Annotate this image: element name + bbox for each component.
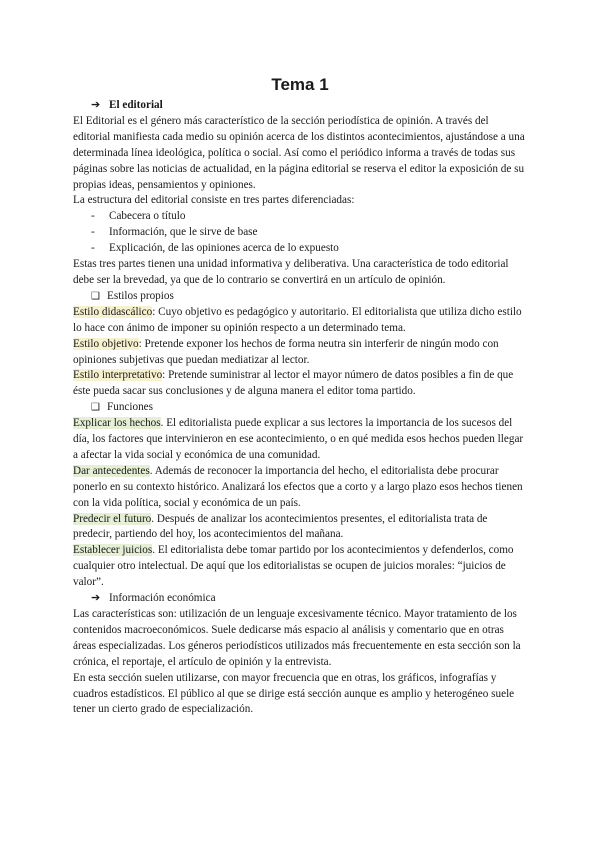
section-heading-editorial: ➔ El editorial	[73, 98, 527, 114]
paragraph-characteristics: Las características son: utilización de un lenguaje excesivamente técnico. Mayor tratamiento de los contenidos macroeconómicos. Suele dedicarse más espacio al análisis y comentario que en otras áreas especializadas. Los géneros periodísticos utilizados más frecuentemente en esta sección son la crónica, el reportaje, el artículo de opinión y la entrevista.	[73, 608, 521, 668]
list-item: - Explicación, de las opiniones acerca de lo expuesto	[91, 242, 339, 255]
highlight-term: Estilo didascálico	[73, 305, 153, 318]
highlight-term: Dar antecedentes	[73, 464, 150, 477]
paragraph-graphics: En esta sección suelen utilizarse, con mayor frecuencia que en otras, los gráficos, infografías y cuadros estadísticos. El público al que se dirige está sección aunque es amplio y heterogéneo suele tener un cierto grado de especialización.	[73, 671, 515, 716]
estilo-item: Estilo didascálico: Cuyo objetivo es pedagógico y autoritario. El editorialista que utiliza dicho estilo lo hace con ánimo de imponer su opinión respecto a un determinado tema.	[73, 305, 522, 334]
parts-list	[73, 209, 527, 257]
funcion-item: Explicar los hechos. El editorialista puede explicar a sus lectores la importancia de los sucesos del día, los factores que intervinieron en ese acontecimiento, o en qué medida esos hechos pueden llegar a afectar la vida social y económica de una comunidad.	[73, 417, 524, 461]
section-heading-economica: ➔ Información económica	[73, 591, 527, 607]
paragraph-brevity: Estas tres partes tienen una unidad informativa y deliberativa. Una característica de todo editorial debe ser la brevedad, ya que de lo contrario se convertirá en un artículo de opinión.	[73, 258, 509, 286]
highlight-term: Explicar los hechos	[73, 417, 161, 430]
checkbox-bullet-icon: ❑	[91, 290, 100, 302]
arrow-icon: ➔	[91, 99, 101, 111]
paragraph-structure: La estructura del editorial consiste en tres partes diferenciadas:	[73, 194, 355, 207]
funcion-item: Establecer juicios. El editorialista debe tomar partido por los acontecimientos y defenderlos, como cualquier otro intelectual. De aquí que los editorialistas se ocupen de juicios morales: “juicios de valor”.	[73, 544, 514, 589]
funcion-item: Dar antecedentes. Además de reconocer la importancia del hecho, el editorialista debe procurar ponerlo en su contexto histórico. Analizará los efectos que a corto y a largo plazo esos hechos tienen con la vida política, social y económica de un país.	[73, 464, 523, 509]
document-content	[73, 74, 527, 718]
funcion-item: Predecir el futuro. Después de analizar los acontecimientos presentes, el editorialista trata de predecir, partiendo del hoy, los acontecimientos del mañana.	[73, 512, 488, 541]
estilo-item: Estilo objetivo: Pretende exponer los hechos de forma neutra sin interferir de ningún modo con opiniones subjetivas que puedan mediatizar al lector.	[73, 337, 499, 366]
paragraph-intro: El Editorial es el género más característico de la sección periodística de opinión. A través del editorial manifiesta cada medio su opinión acerca de los distintos acontecimientos, ajustándose a una determinada línea ideológica, política o social. Así como el periódico informa a través de todas sus páginas sobre las noticias de actualidad, en la página editorial se reserva el editor la exposición de su propias ideas, pensamientos y opiniones.	[73, 114, 525, 191]
list-item: - Cabecera o título	[91, 210, 186, 223]
highlight-term: Establecer juicios	[73, 544, 153, 557]
subheading-funciones: ❑ Funciones	[73, 400, 527, 416]
list-item: - Información, que le sirve de base	[91, 226, 258, 239]
subheading-estilos: ❑ Estilos propios	[73, 289, 527, 305]
arrow-icon: ➔	[91, 592, 101, 605]
checkbox-bullet-icon: ❑	[91, 402, 100, 414]
highlight-term: Estilo objetivo	[73, 337, 139, 350]
highlight-term: Predecir el futuro	[73, 512, 152, 525]
estilo-item: Estilo interpretativo: Pretende suministrar al lector el mayor número de datos posibles a fin de que éste pueda sacar sus conclusiones y de alguna manera el editor toma partido.	[73, 369, 514, 398]
highlight-term: Estilo interpretativo	[73, 369, 163, 382]
page-title: Tema 1	[271, 75, 329, 94]
